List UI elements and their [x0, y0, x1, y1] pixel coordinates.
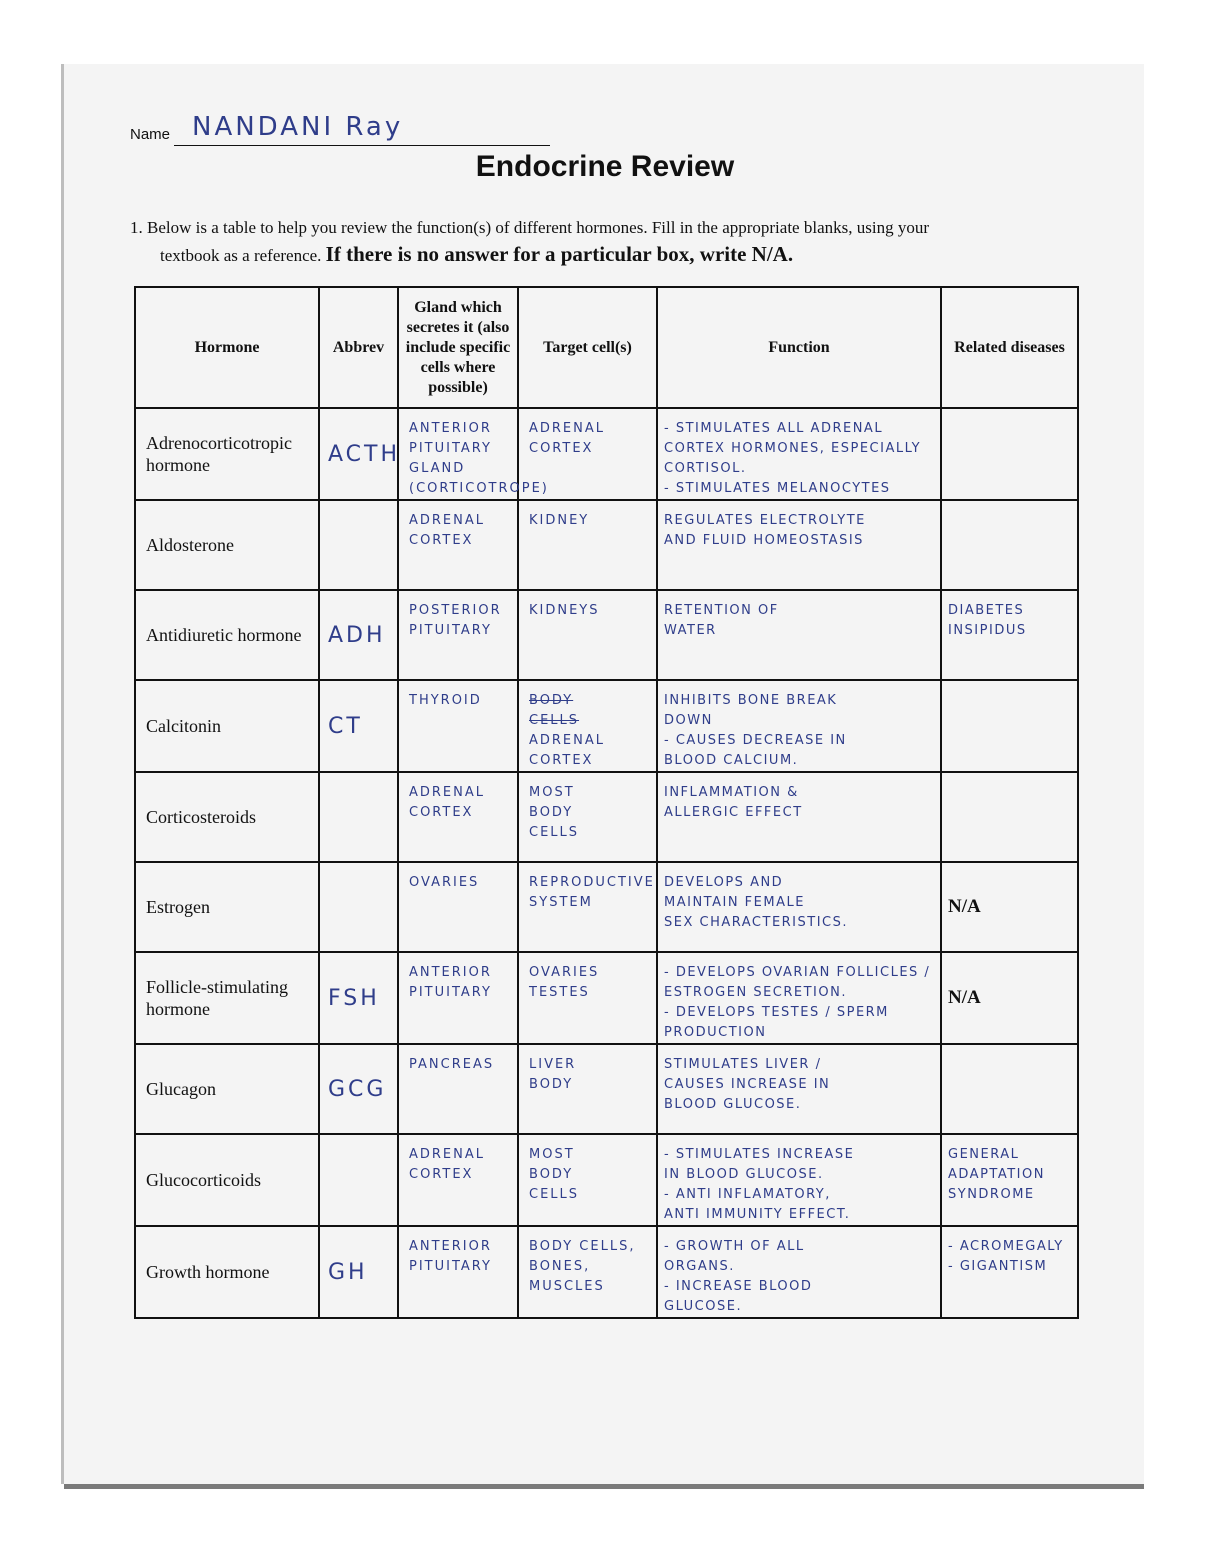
name-label: Name: [130, 126, 171, 143]
table-row: [135, 862, 1078, 952]
target-text: BODY CELLS, BONES, MUSCLES: [529, 1239, 636, 1294]
cell-target: [518, 590, 657, 680]
target-text: MOST BODY CELLS: [529, 785, 580, 840]
cell-function: [657, 408, 941, 500]
cell-function: [657, 1134, 941, 1226]
table-row: [135, 1134, 1078, 1226]
cell-function: [657, 862, 941, 952]
gland-text: OVARIES: [409, 875, 480, 890]
cell-target: [518, 1226, 657, 1318]
gland-text: ADRENAL CORTEX: [409, 785, 486, 820]
related-diseases-text: DIABETES INSIPIDUS: [948, 603, 1027, 638]
column-header: Hormone: [135, 287, 319, 408]
cell-related-diseases: [941, 862, 1078, 952]
cell-function: [657, 500, 941, 590]
column-header: Target cell(s): [518, 287, 657, 408]
table-row: [135, 408, 1078, 500]
function-text: RETENTION OF WATER: [664, 603, 779, 638]
cell-abbrev: GCG: [319, 1044, 398, 1134]
cell-hormone: Growth hormone: [135, 1226, 319, 1318]
cell-abbrev: [319, 862, 398, 952]
cell-related-diseases: [941, 1134, 1078, 1226]
cell-related-diseases: [941, 590, 1078, 680]
cell-abbrev: ADH: [319, 590, 398, 680]
instructions: [130, 214, 1060, 269]
related-diseases-text: - ACROMEGALY - GIGANTISM: [948, 1239, 1064, 1274]
function-text: - DEVELOPS OVARIAN FOLLICLES / ESTROGEN SECRETION. - DEVELOPS TESTES / SPERM PRODUCTION: [664, 965, 931, 1040]
target-text: ADRENAL CORTEX: [529, 421, 606, 456]
struck-target-text: BODY CELLS: [529, 693, 580, 728]
table-header-row: [135, 287, 1078, 408]
cell-gland: [398, 1134, 518, 1226]
table-row: [135, 680, 1078, 772]
function-text: INFLAMMATION & ALLERGIC EFFECT: [664, 785, 803, 820]
cell-function: [657, 1226, 941, 1318]
gland-text: ADRENAL CORTEX: [409, 513, 486, 548]
column-header: Gland which secretes it (also include specific cells where possible): [398, 287, 518, 408]
cell-abbrev: ACTH: [319, 408, 398, 500]
cell-target: [518, 680, 657, 772]
related-diseases-text: N/A: [948, 896, 981, 917]
table-row: [135, 590, 1078, 680]
cell-function: [657, 590, 941, 680]
table-row: [135, 1226, 1078, 1318]
cell-gland: [398, 408, 549, 500]
cell-hormone: Estrogen: [135, 862, 319, 952]
gland-text: ANTERIOR PITUITARY GLAND (CORTICOTROPE): [409, 421, 549, 496]
cell-abbrev: [319, 500, 398, 590]
function-text: INHIBITS BONE BREAK DOWN - CAUSES DECREASE IN BLOOD CALCIUM.: [664, 693, 847, 768]
cell-gland: [398, 590, 518, 680]
function-text: - STIMULATES ALL ADRENAL CORTEX HORMONES, ESPECIALLY CORTISOL. - STIMULATES MELANOCYTES: [664, 421, 922, 496]
cell-related-diseases: [941, 1226, 1078, 1318]
cell-function: [657, 680, 941, 772]
target-text: KIDNEY: [529, 513, 590, 528]
target-text: REPRODUCTIVE SYSTEM: [529, 875, 655, 910]
column-header: Related diseases: [941, 287, 1078, 408]
cell-gland: [398, 500, 518, 590]
cell-gland: [398, 862, 518, 952]
cell-gland: [398, 1044, 518, 1134]
cell-target: [518, 500, 657, 590]
related-diseases-text: [942, 681, 1077, 691]
gland-text: PANCREAS: [409, 1057, 495, 1072]
cell-hormone: Adrenocorticotropic hormone: [135, 408, 319, 500]
cell-related-diseases: [941, 680, 1078, 772]
cell-gland: [398, 1226, 518, 1318]
cell-target: [518, 952, 657, 1044]
cell-hormone: Glucagon: [135, 1044, 319, 1134]
cell-abbrev: [319, 772, 398, 862]
cell-hormone: Glucocorticoids: [135, 1134, 319, 1226]
instruction-text-1: 1. Below is a table to help you review the function(s) of different hormones. Fill in the appropriate blanks, using your: [130, 218, 929, 237]
cell-target: [518, 772, 657, 862]
cell-hormone: Calcitonin: [135, 680, 319, 772]
function-text: - GROWTH OF ALL ORGANS. - INCREASE BLOOD GLUCOSE.: [664, 1239, 813, 1314]
cell-hormone: Antidiuretic hormone: [135, 590, 319, 680]
table-row: [135, 1044, 1078, 1134]
table-row: [135, 500, 1078, 590]
target-text: LIVER BODY: [529, 1057, 577, 1092]
cell-function: [657, 772, 941, 862]
name-underline: [174, 145, 550, 146]
function-text: STIMULATES LIVER / CAUSES INCREASE IN BLOOD GLUCOSE.: [664, 1057, 831, 1112]
related-diseases-text: N/A: [948, 987, 981, 1008]
function-text: DEVELOPS AND MAINTAIN FEMALE SEX CHARACTERISTICS.: [664, 875, 849, 930]
cell-gland: [398, 772, 518, 862]
cell-abbrev: [319, 1134, 398, 1226]
gland-text: POSTERIOR PITUITARY: [409, 603, 502, 638]
related-diseases-text: [942, 773, 1077, 783]
related-diseases-text: [942, 1045, 1077, 1055]
cell-related-diseases: [941, 772, 1078, 862]
gland-text: THYROID: [409, 693, 482, 708]
target-text: OVARIES TESTES: [529, 965, 600, 1000]
related-diseases-text: [942, 501, 1077, 511]
page-title: Endocrine Review: [475, 150, 735, 183]
table-row: [135, 772, 1078, 862]
cell-hormone: Corticosteroids: [135, 772, 319, 862]
cell-abbrev: GH: [319, 1226, 398, 1318]
gland-text: ANTERIOR PITUITARY: [409, 1239, 492, 1274]
gland-text: ANTERIOR PITUITARY: [409, 965, 492, 1000]
cell-related-diseases: [941, 952, 1078, 1044]
instruction-text-2: textbook as a reference.: [160, 246, 322, 265]
cell-hormone: Aldosterone: [135, 500, 319, 590]
cell-function: [657, 1044, 941, 1134]
target-text: MOST BODY CELLS: [529, 1147, 580, 1202]
cell-related-diseases: [941, 500, 1078, 590]
cell-function: [657, 952, 941, 1044]
column-header: Function: [657, 287, 941, 408]
table-row: [135, 952, 1078, 1044]
column-header: Abbrev: [319, 287, 398, 408]
hormone-table: [134, 286, 1079, 1319]
cell-target: [518, 1134, 657, 1226]
cell-gland: [398, 952, 518, 1044]
instruction-bold: If there is no answer for a particular box, write N/A.: [325, 242, 794, 266]
cell-hormone: Follicle-stimulating hormone: [135, 952, 319, 1044]
cell-target: [518, 862, 657, 952]
target-text: KIDNEYS: [529, 603, 600, 618]
gland-text: ADRENAL CORTEX: [409, 1147, 486, 1182]
cell-abbrev: CT: [319, 680, 398, 772]
cell-abbrev: FSH: [319, 952, 398, 1044]
cell-gland: [398, 680, 518, 772]
cell-related-diseases: [941, 1044, 1078, 1134]
related-diseases-text: GENERAL ADAPTATION SYNDROME: [948, 1147, 1045, 1202]
target-text: ADRENAL CORTEX: [529, 733, 606, 768]
student-name: NANDANI Ray: [192, 112, 404, 142]
related-diseases-text: [942, 409, 1077, 419]
function-text: REGULATES ELECTROLYTE AND FLUID HOMEOSTASIS: [664, 513, 866, 548]
cell-target: [518, 1044, 657, 1134]
function-text: - STIMULATES INCREASE IN BLOOD GLUCOSE. - ANTI INFLAMATORY, ANTI IMMUNITY EFFECT.: [664, 1147, 855, 1222]
cell-related-diseases: [941, 408, 1078, 500]
